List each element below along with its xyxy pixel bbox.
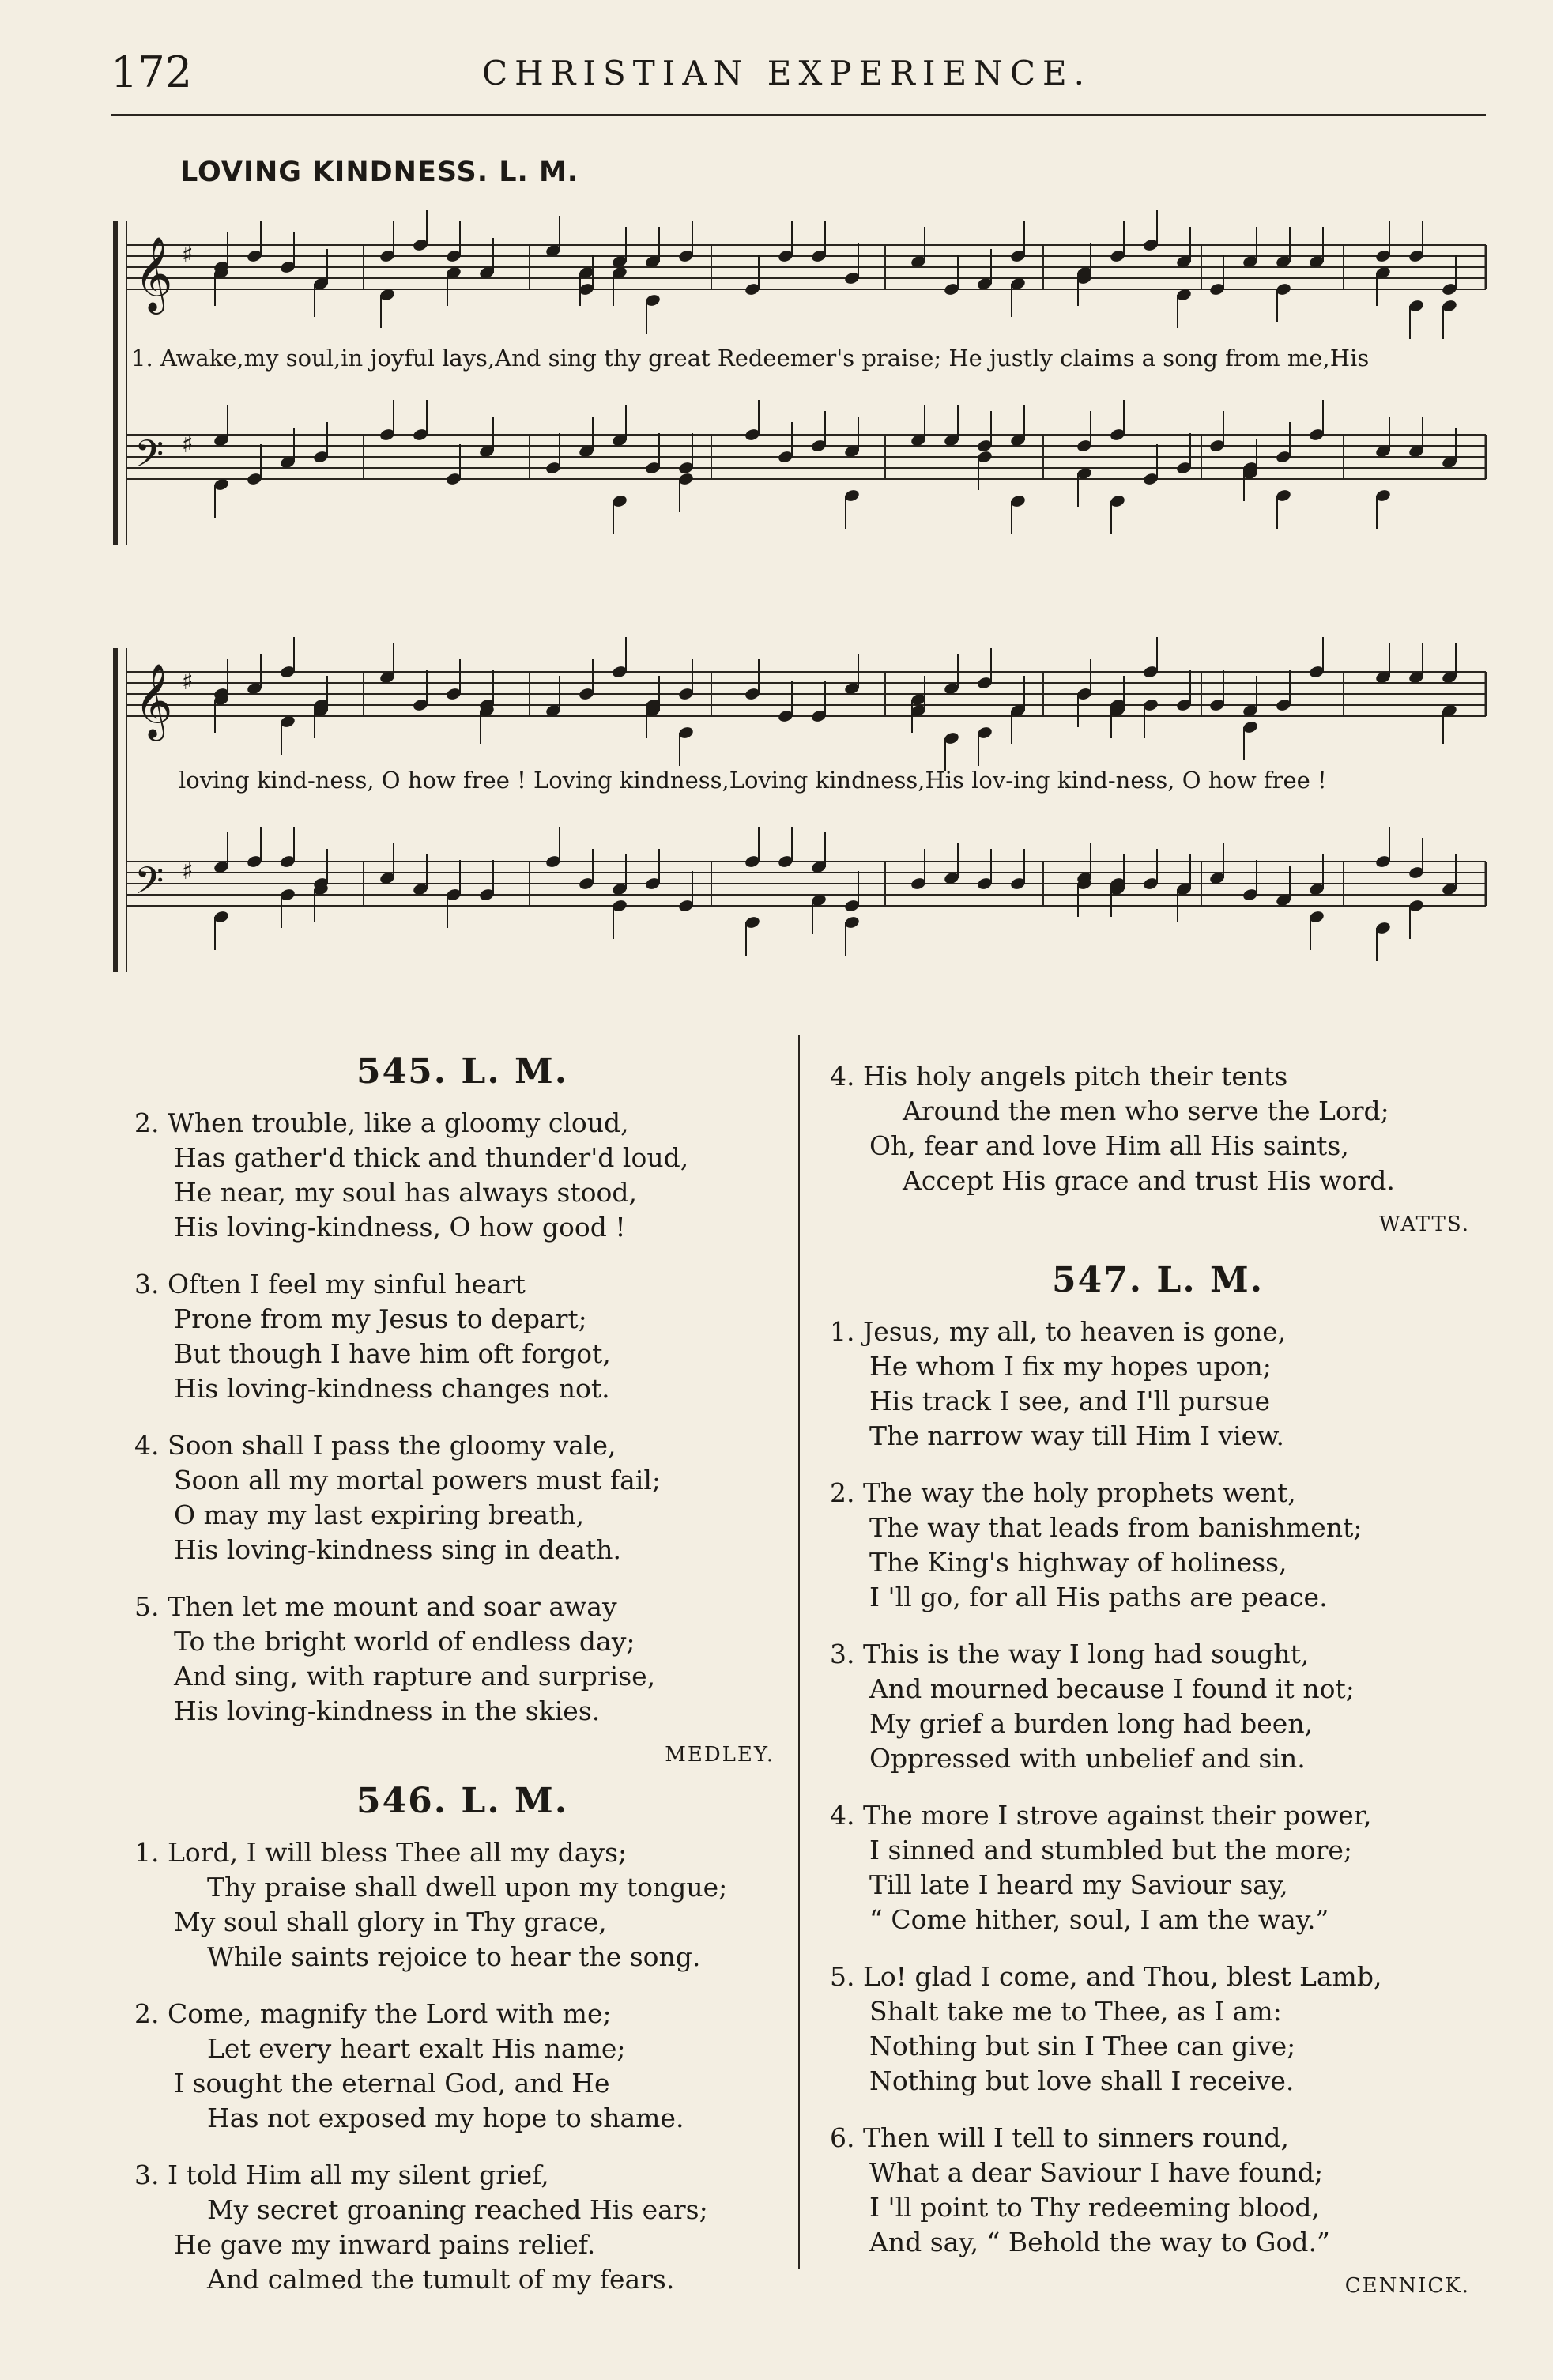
- verse-line: While saints rejoice to hear the song.: [207, 1941, 701, 1972]
- verse-line: His loving-kindness in the skies.: [174, 1695, 601, 1726]
- lyrics-line-1: 1. Awake,my soul,in joyful lays,And sing thy great Redeemer's praise; He justly claims a song from me,His: [131, 345, 1370, 372]
- hymn-546-author: WATTS.: [1378, 1213, 1470, 1236]
- verse-line: Oppressed with unbelief and sin.: [869, 1743, 1306, 1774]
- verse-line: He near, my soul has always stood,: [174, 1177, 638, 1208]
- music-score: [111, 198, 1490, 996]
- hymn-546-heading: 546. L. M.: [356, 1781, 569, 1821]
- column-divider: [798, 1035, 800, 2269]
- verse-line: He gave my inward pains relief.: [174, 2229, 596, 2260]
- verse-line: I 'll go, for all His paths are peace.: [869, 1582, 1328, 1612]
- verse-line: Prone from my Jesus to depart;: [174, 1303, 587, 1334]
- stanza: [830, 1637, 1486, 1776]
- stanza: [134, 1267, 790, 1406]
- bass-clef-icon: 𝄢: [134, 432, 164, 485]
- verse-line: The King's highway of holiness,: [869, 1547, 1287, 1578]
- sharp-icon: ♯: [182, 431, 194, 458]
- header-rule: [111, 114, 1486, 116]
- verse-line: 3. Often I feel my sinful heart: [134, 1269, 526, 1299]
- verse-line: Shalt take me to Thee, as I am:: [869, 1996, 1282, 2027]
- score-staves-2: [111, 624, 1490, 996]
- verse-line: My secret groaning reached His ears;: [207, 2194, 708, 2225]
- lyrics-line-2: loving kind-ness, O how free ! Loving kindness,Loving kindness,His lov-ing kind-ness, O how free !: [179, 767, 1327, 794]
- verse-line: My soul shall glory in Thy grace,: [174, 1907, 607, 1937]
- stanza: [830, 1059, 1486, 1198]
- verse-line: I 'll point to Thy redeeming blood,: [869, 2192, 1320, 2223]
- verse-line: And mourned because I found it not;: [869, 1673, 1355, 1704]
- stanza: [134, 2158, 790, 2297]
- verse-line: The narrow way till Him I view.: [869, 1420, 1285, 1451]
- verse-line: But though I have him oft forgot,: [174, 1338, 611, 1369]
- sharp-icon: ♯: [182, 241, 194, 269]
- verse-line: 5. Then let me mount and soar away: [134, 1591, 617, 1622]
- verse-line: Nothing but love shall I receive.: [869, 2065, 1295, 2096]
- verse-line: And sing, with rapture and surprise,: [174, 1661, 656, 1692]
- verse-line: His loving-kindness changes not.: [174, 1373, 610, 1404]
- verse-line: Soon all my mortal powers must fail;: [174, 1465, 662, 1496]
- score-system-1: [111, 198, 1490, 561]
- hymn-547: [830, 1314, 1486, 2260]
- verse-line: And calmed the tumult of my fears.: [207, 2264, 675, 2295]
- sharp-icon: ♯: [182, 858, 194, 885]
- verse-line: 1. Jesus, my all, to heaven is gone,: [830, 1316, 1287, 1347]
- verse-line: The way that leads from banishment;: [869, 1512, 1363, 1543]
- verse-line: His loving-kindness, O how good !: [174, 1212, 626, 1243]
- verse-line: My grief a burden long had been,: [869, 1708, 1314, 1739]
- score-system-2: [111, 624, 1490, 996]
- hymn-545-heading: 545. L. M.: [356, 1051, 569, 1092]
- verse-line: 3. This is the way I long had sought,: [830, 1639, 1310, 1669]
- verse-line: Has not exposed my hope to shame.: [207, 2103, 684, 2133]
- hymn-546-left: [134, 1835, 790, 2297]
- verse-line: What a dear Saviour I have found;: [869, 2157, 1324, 2188]
- verse-line: “ Come hither, soul, I am the way.”: [869, 1904, 1329, 1935]
- verse-line: Around the men who serve the Lord;: [903, 1096, 1389, 1126]
- verse-line: O may my last expiring breath,: [174, 1499, 585, 1530]
- verse-line: His track I see, and I'll pursue: [869, 1386, 1271, 1416]
- verse-line: 2. The way the holy prophets went,: [830, 1477, 1296, 1508]
- verse-line: 2. Come, magnify the Lord with me;: [134, 1998, 612, 2029]
- page-header: [111, 41, 1486, 112]
- verse-line: Oh, fear and love Him all His saints,: [869, 1130, 1349, 1161]
- verse-line: I sought the eternal God, and He: [174, 2068, 610, 2099]
- verse-line: And say, “ Behold the way to God.”: [869, 2227, 1330, 2257]
- verse-line: Has gather'd thick and thunder'd loud,: [174, 1142, 689, 1173]
- hymn-546-right: [830, 1059, 1486, 1198]
- verse-line: 1. Lord, I will bless Thee all my days;: [134, 1837, 628, 1868]
- treble-clef-icon: 𝄞: [134, 236, 173, 311]
- running-head: CHRISTIAN EXPERIENCE.: [482, 54, 1092, 92]
- hymn-547-heading: 547. L. M.: [1051, 1260, 1265, 1300]
- stanza: [830, 2121, 1486, 2260]
- verse-line: 4. His holy angels pitch their tents: [830, 1061, 1288, 1092]
- verse-line: 3. I told Him all my silent grief,: [134, 2159, 549, 2190]
- verse-line: Let every heart exalt His name;: [207, 2033, 626, 2064]
- verse-line: I sinned and stumbled but the more;: [869, 1835, 1353, 1865]
- hymn-columns: [111, 1028, 1490, 2324]
- left-column: [134, 1028, 790, 2319]
- verse-line: He whom I fix my hopes upon;: [869, 1351, 1272, 1382]
- right-column: [830, 1028, 1486, 2312]
- verse-line: 2. When trouble, like a gloomy cloud,: [134, 1107, 629, 1138]
- verse-line: Till late I heard my Saviour say,: [869, 1869, 1288, 1900]
- stanza: [830, 1959, 1486, 2099]
- verse-line: 4. The more I strove against their power,: [830, 1800, 1372, 1831]
- tune-title: LOVING KINDNESS. L. M.: [180, 157, 579, 188]
- stanza: [830, 1314, 1486, 1454]
- sharp-icon: ♯: [182, 668, 194, 696]
- verse-line: Accept His grace and trust His word.: [903, 1165, 1395, 1196]
- verse-line: To the bright world of endless day;: [174, 1626, 635, 1657]
- hymn-547-author: CENNICK.: [1344, 2274, 1470, 2298]
- verse-line: His loving-kindness sing in death.: [174, 1534, 621, 1565]
- stanza: [134, 1590, 790, 1729]
- page-number: 172: [111, 47, 193, 97]
- verse-line: 4. Soon shall I pass the gloomy vale,: [134, 1430, 616, 1461]
- verse-line: Nothing but sin I Thee can give;: [869, 2031, 1296, 2061]
- score-staves-1: [111, 198, 1490, 561]
- stanza: [134, 1428, 790, 1567]
- stanza: [134, 1997, 790, 2136]
- verse-line: 5. Lo! glad I come, and Thou, blest Lamb,: [830, 1961, 1382, 1992]
- verse-line: 6. Then will I tell to sinners round,: [830, 2122, 1289, 2153]
- verse-line: Thy praise shall dwell upon my tongue;: [207, 1872, 728, 1903]
- stanza: [830, 1476, 1486, 1615]
- stanza: [134, 1106, 790, 1245]
- stanza: [134, 1835, 790, 1975]
- hymn-545: [134, 1106, 790, 1729]
- hymn-545-author: MEDLEY.: [665, 1743, 775, 1767]
- bass-clef-icon: 𝄢: [134, 858, 164, 912]
- stanza: [830, 1798, 1486, 1937]
- treble-clef-icon: 𝄞: [134, 663, 173, 738]
